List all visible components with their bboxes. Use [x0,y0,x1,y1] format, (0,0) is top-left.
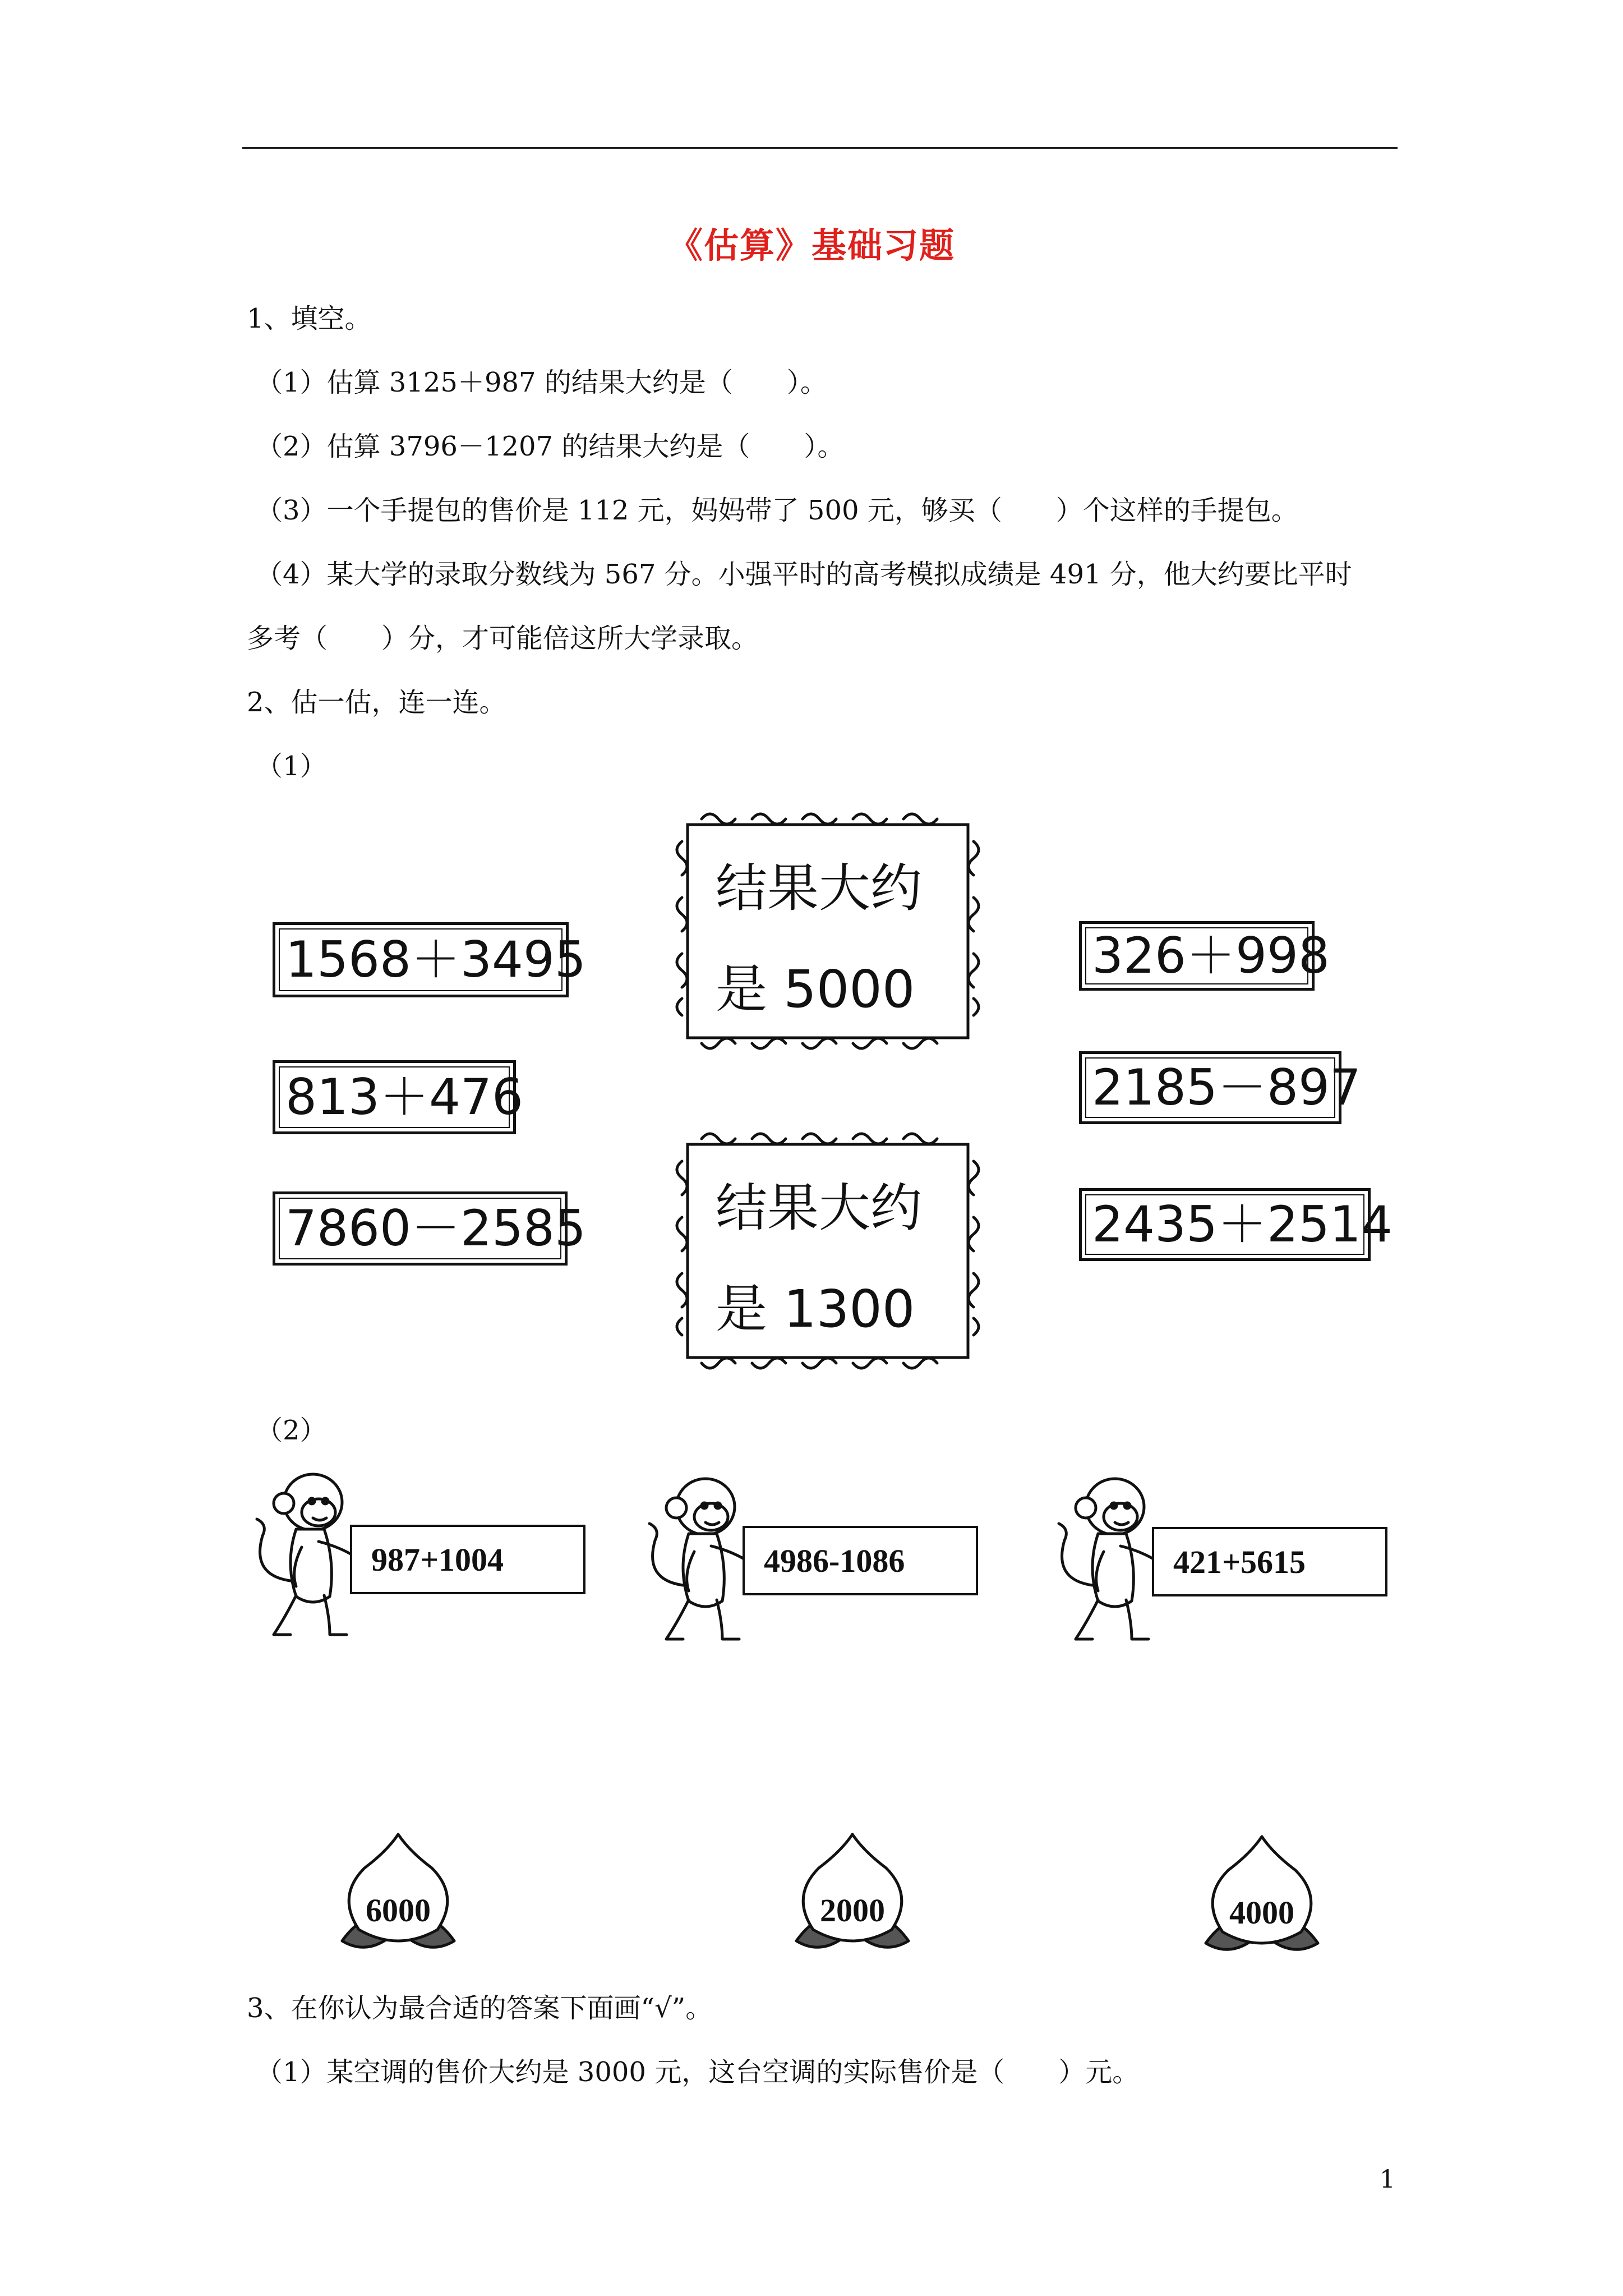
left-expression-box[interactable]: 1568＋3495 [273,922,569,997]
frame-text-line2: 是 1300 [716,1279,915,1339]
right-expression-box[interactable]: 2185－897 [1079,1051,1341,1124]
page-title: 《估算》基础习题 [667,225,955,266]
q3-item-1: （1）某空调的售价大约是 3000 元，这台空调的实际售价是（ ）元。 [256,2056,1140,2088]
monkey-sign[interactable]: 987+1004 [350,1525,585,1594]
frame-text-line1: 结果大约 [716,858,923,918]
monkey-icon [251,1469,363,1654]
result-frame-5000[interactable] [671,808,985,1055]
peach-value: 4000 [1229,1894,1294,1931]
peach-4000[interactable] [1189,1825,1335,1960]
peach-icon [780,1823,925,1958]
q1-item-2: （2）估算 3796－1207 的结果大约是（ ）。 [256,431,845,462]
header-rule [242,147,1398,149]
monkey-sign[interactable]: 421+5615 [1152,1527,1387,1596]
result-frame-1300[interactable] [671,1128,985,1374]
page-number: 1 [1380,2165,1395,2194]
monkey-icon [644,1473,756,1658]
left-expression-box[interactable]: 813＋476 [273,1060,516,1134]
peach-value: 2000 [820,1892,885,1929]
q2-heading: 2、估一估，连一连。 [247,687,506,718]
left-expression-box[interactable]: 7860－2585 [273,1191,568,1266]
frame-text-line1: 结果大约 [716,1178,923,1238]
q2-part2-label: （2） [256,1415,327,1446]
peach-icon [1189,1825,1335,1960]
q1-item-4: （4）某大学的录取分数线为 567 分。小强平时的高考模拟成绩是 491 分，他大约要比平时 [256,559,1352,590]
monkey-icon [1053,1473,1165,1658]
peach-2000[interactable] [780,1823,925,1958]
peach-icon [325,1823,471,1958]
q1-item-3: （3）一个手提包的售价是 112 元，妈妈带了 500 元，够买（ ）个这样的手提包。 [256,495,1298,526]
right-expression-box[interactable]: 326＋998 [1079,921,1315,991]
q2-part1-label: （1） [256,751,327,782]
monkey-sign[interactable]: 4986-1086 [743,1526,978,1595]
q1-item-1: （1）估算 3125＋987 的结果大约是（ ）。 [256,367,827,398]
q1-heading: 1、填空。 [247,303,372,334]
right-expression-box[interactable]: 2435＋2514 [1079,1188,1371,1261]
q1-item-4-cont: 多考（ ）分，才可能倍这所大学录取。 [247,623,759,654]
frame-text-line2: 是 5000 [716,959,915,1019]
peach-value: 6000 [366,1892,431,1929]
q3-heading: 3、在你认为最合适的答案下面画“√”。 [247,1993,713,2024]
peach-6000[interactable] [325,1823,471,1958]
